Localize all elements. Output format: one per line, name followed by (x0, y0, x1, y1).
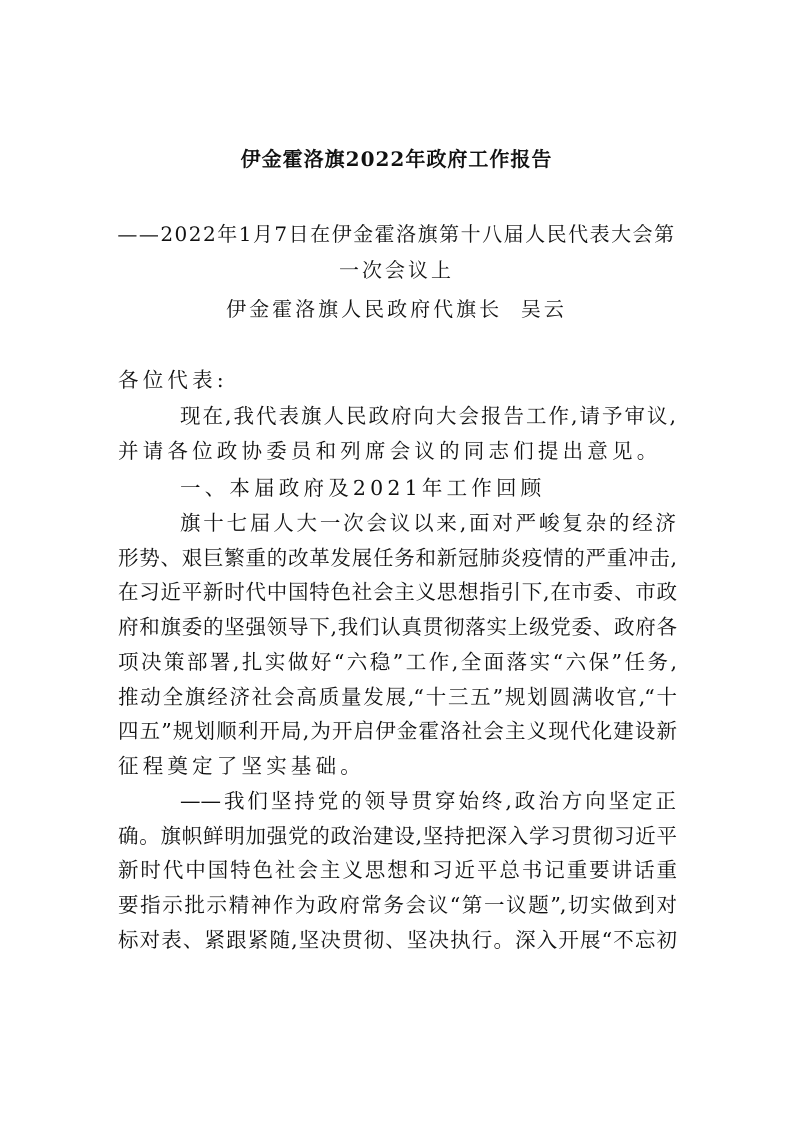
body-line: 推动全旗经济社会高质量发展,“十三五”规划圆满收官,“十 (118, 685, 676, 709)
body-line: 征程奠定了坚实基础。 (118, 754, 365, 778)
body-line: 在习近平新时代中国特色社会主义思想指引下,在市委、市政 (118, 580, 676, 604)
body-line: 现在,我代表旗人民政府向大会报告工作,请予审议, (180, 404, 676, 428)
section-heading: 一、本届政府及2021年工作回顾 (180, 476, 546, 500)
document-title: 伊金霍洛旗2022年政府工作报告 (240, 147, 553, 171)
body-line: 确。旗帜鲜明加强党的政治建设,坚持把深入学习贯彻习近平 (118, 824, 676, 848)
body-line: 形势、艰巨繁重的改革发展任务和新冠肺炎疫情的严重冲击, (118, 546, 676, 570)
body-line: 项决策部署,扎实做好“六稳”工作,全面落实“六保”任务, (118, 650, 676, 674)
body-line: 并请各位政协委员和列席会议的同志们提出意见。 (118, 439, 662, 463)
body-line: 旗十七届人大一次会议以来,面对严峻复杂的经济 (180, 511, 676, 535)
subtitle-line-1: ——2022年1月7日在伊金霍洛旗第十八届人民代表大会第 (117, 222, 676, 246)
body-line: ——我们坚持党的领导贯穿始终,政治方向坚定正 (180, 789, 676, 813)
body-line: 要指示批示精神作为政府常务会议“第一议题”,切实做到对 (118, 893, 676, 917)
subtitle-line-2: 一次会议上 (339, 258, 454, 282)
author-line: 伊金霍洛旗人民政府代旗长 吴云 (226, 297, 567, 321)
body-line: 府和旗委的坚强领导下,我们认真贯彻落实上级党委、政府各 (118, 615, 676, 639)
body-line: 标对表、紧跟紧随,坚决贯彻、坚决执行。深入开展“不忘初 (118, 928, 676, 952)
body-line: 新时代中国特色社会主义思想和习近平总书记重要讲话重 (118, 858, 676, 882)
salutation: 各位代表: (118, 368, 228, 392)
body-line: 四五”规划顺利开局,为开启伊金霍洛社会主义现代化建设新 (118, 719, 676, 743)
